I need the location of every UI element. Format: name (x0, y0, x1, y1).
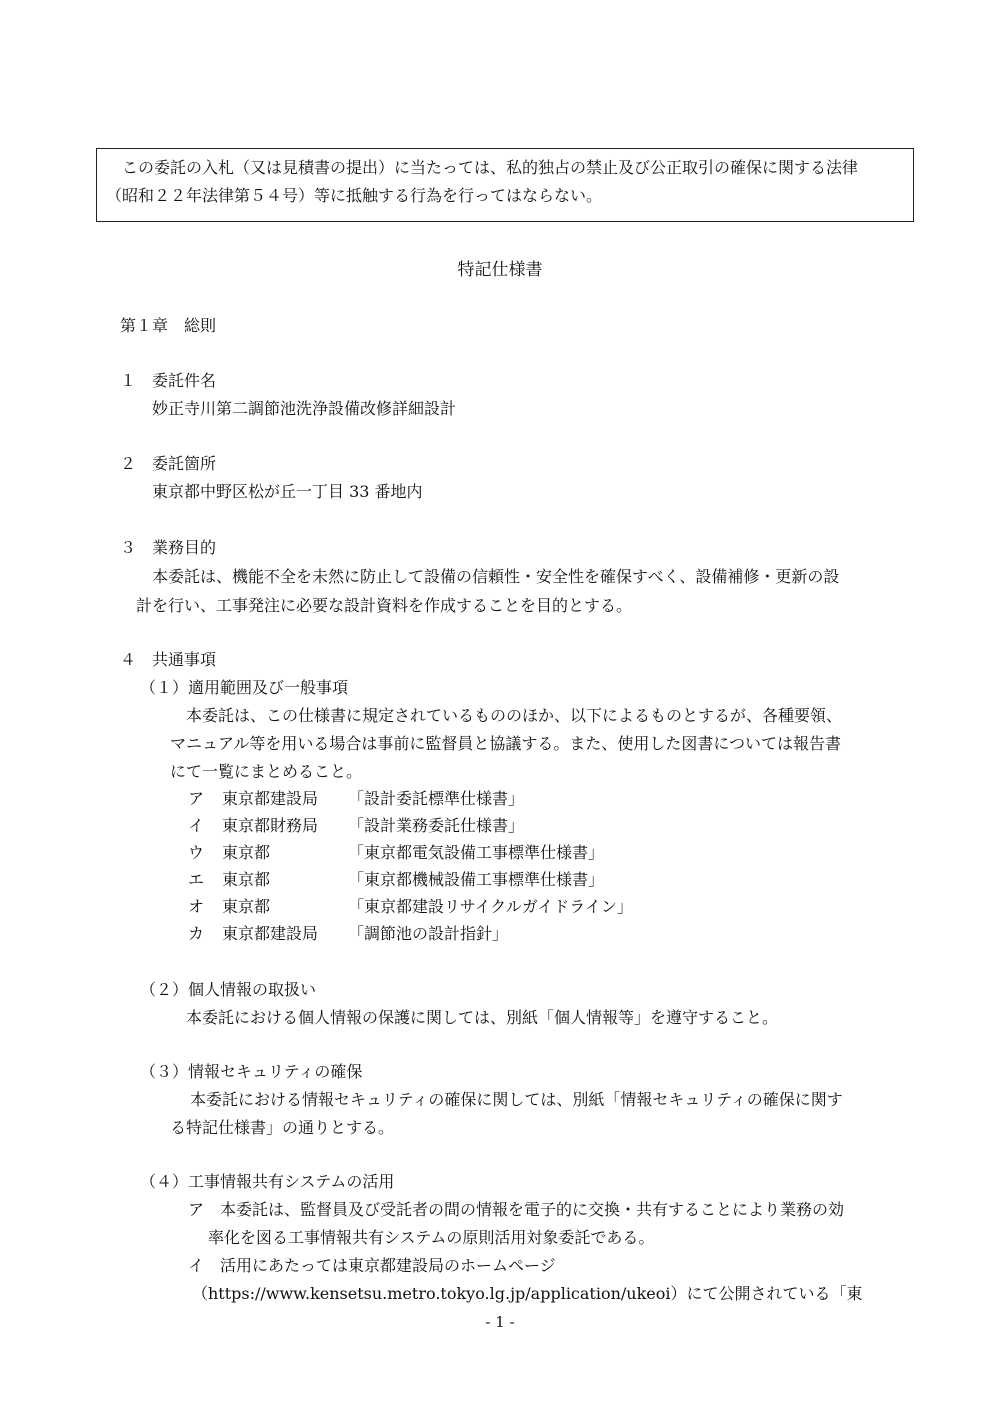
reference-doc: 「設計業務委託仕様書」 (348, 816, 525, 835)
reference-mark: ア (188, 789, 205, 808)
section-3-line-2: 計を行い、工事発注に必要な設計資料を作成することを目的とする。 (136, 596, 633, 615)
section-2-heading: ２ 委託箇所 (120, 454, 217, 473)
section-3-line-1: 本委託は、機能不全を未然に防止して設備の信頼性・安全性を確保すべく、設備補修・更新の設 (152, 567, 840, 586)
sub-4-item-i-line-1: イ 活用にあたっては東京都建設局のホームページ (188, 1256, 556, 1275)
reference-item (188, 870, 604, 890)
reference-org: 東京都建設局 (222, 789, 319, 808)
reference-item (188, 816, 524, 836)
sub-4-item-a-line-1: ア 本委託は、監督員及び受託者の間の情報を電子的に交換・共有することにより業務の効 (188, 1200, 845, 1219)
reference-item (188, 897, 633, 917)
reference-org: 東京都財務局 (222, 816, 319, 835)
sub-1-line-1: 本委託は、この仕様書に規定されているもののほか、以下によるものとするが、各種要領、 (186, 706, 843, 725)
reference-org: 東京都 (222, 843, 271, 862)
sub-2-line-1: 本委託における個人情報の保護に関しては、別紙「個人情報等」を遵守すること。 (186, 1008, 779, 1027)
sub-1-heading: （１）適用範囲及び一般事項 (140, 678, 349, 697)
section-4-heading: ４ 共通事項 (120, 650, 217, 669)
reference-item (188, 924, 508, 944)
reference-org: 東京都 (222, 870, 271, 889)
reference-item (188, 843, 604, 863)
reference-doc: 「設計委託標準仕様書」 (348, 789, 525, 808)
reference-org: 東京都建設局 (222, 924, 319, 943)
sub-1-line-2: マニュアル等を用いる場合は事前に監督員と協議する。また、使用した図書については報告書 (170, 734, 842, 753)
reference-mark: エ (188, 870, 205, 889)
reference-doc: 「東京都機械設備工事標準仕様書」 (348, 870, 605, 889)
section-1-heading: １ 委託件名 (120, 371, 217, 390)
notice-line-1: この委託の入札（又は見積書の提出）に当たっては、私的独占の禁止及び公正取引の確保に関する法律 (122, 158, 859, 177)
document-title: 特記仕様書 (457, 260, 543, 280)
sub-3-heading: （３）情報セキュリティの確保 (140, 1062, 363, 1081)
reference-doc: 「東京都電気設備工事標準仕様書」 (348, 843, 605, 862)
section-1-body: 妙正寺川第二調節池洗浄設備改修詳細設計 (152, 399, 457, 418)
reference-mark: ウ (188, 843, 205, 862)
chapter-heading: 第１章 総則 (120, 316, 217, 335)
sub-1-line-3: にて一覧にまとめること。 (170, 762, 363, 781)
sub-2-heading: （２）個人情報の取扱い (140, 980, 317, 999)
reference-mark: イ (188, 816, 205, 835)
reference-mark: カ (188, 924, 205, 943)
sub-3-line-1: 本委託における情報セキュリティの確保に関しては、別紙「情報セキュリティの確保に関す (190, 1090, 843, 1109)
sub-4-heading: （４）工事情報共有システムの活用 (140, 1172, 395, 1191)
sub-4-item-i-line-2: （https://www.kensetsu.metro.tokyo.lg.jp/application/ukeoi）にて公開されている「東 (192, 1284, 863, 1303)
reference-doc: 「調節池の設計指針」 (348, 924, 509, 943)
section-3-heading: ３ 業務目的 (120, 538, 217, 557)
sub-3-line-2: る特記仕様書」の通りとする。 (170, 1118, 395, 1137)
notice-line-2: （昭和２２年法律第５４号）等に抵触する行為を行ってはならない。 (106, 186, 603, 205)
reference-org: 東京都 (222, 897, 271, 916)
sub-4-item-a-line-2: 率化を図る工事情報共有システムの原則活用対象委託である。 (208, 1228, 655, 1247)
page-number: - 1 - (485, 1313, 515, 1331)
reference-doc: 「東京都建設リサイクルガイドライン」 (348, 897, 633, 916)
reference-item (188, 789, 524, 809)
section-2-body: 東京都中野区松が丘一丁目 33 番地内 (152, 482, 423, 501)
reference-mark: オ (188, 897, 205, 916)
